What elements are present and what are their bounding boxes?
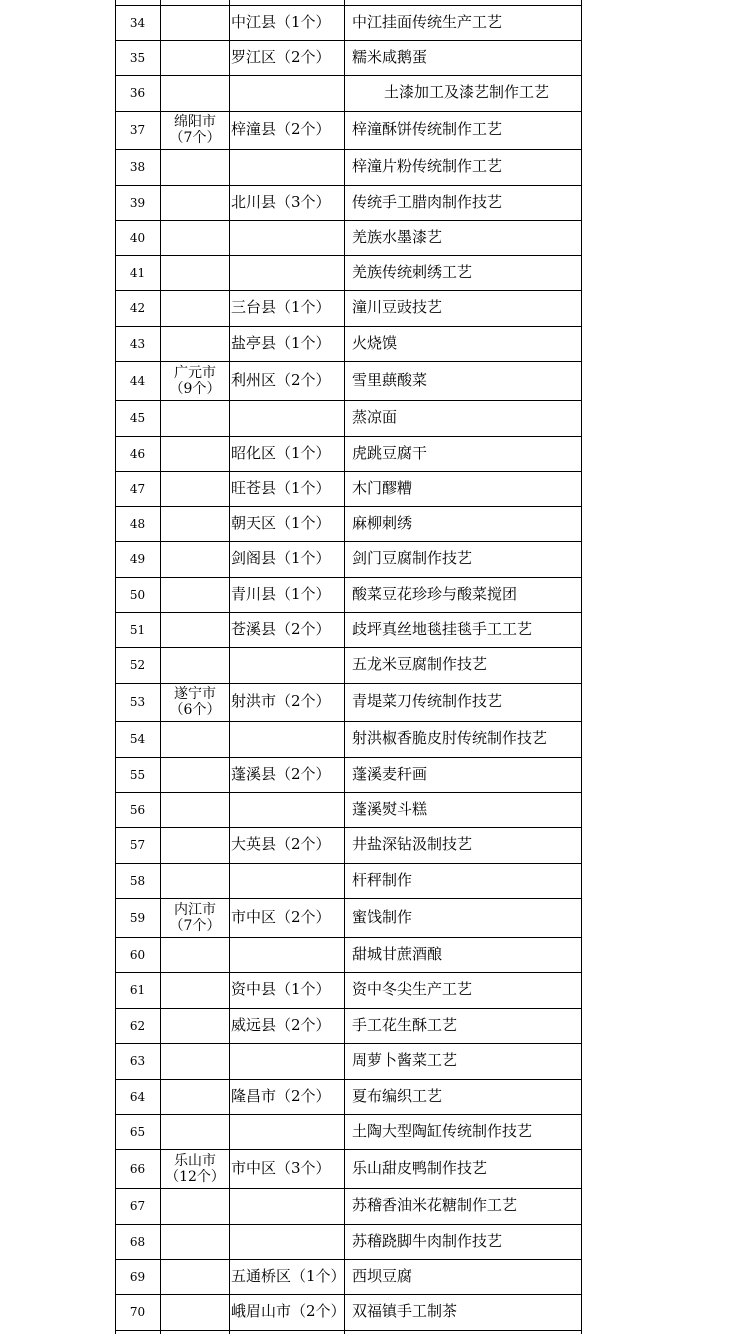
cell-item: 雪里蕻酸菜 — [352, 370, 428, 389]
cell-number: 67 — [129, 1199, 146, 1213]
row-divider — [115, 1008, 582, 1009]
row-divider — [115, 683, 582, 684]
cell-number: 43 — [129, 336, 146, 351]
cell-county: 旺苍县（1个） — [231, 478, 331, 497]
cell-item: 梓潼片粉传统制作工艺 — [352, 157, 503, 175]
cell-county: 盐亭县（1个） — [231, 333, 331, 352]
cell-item: 杆秤制作 — [352, 870, 413, 889]
row-divider — [115, 220, 582, 221]
row-divider — [115, 1330, 582, 1331]
row-divider — [115, 898, 582, 899]
cell-county: 三台县（1个） — [231, 298, 331, 316]
row-divider — [115, 863, 582, 864]
cell-item: 夏布编织工艺 — [352, 1086, 443, 1105]
cell-item: 木门醪糟 — [352, 478, 413, 497]
row-divider — [115, 1188, 582, 1189]
cell-county: 苍溪县（2个） — [231, 619, 331, 638]
cell-item: 歧坪真丝地毯挂毯手工工艺 — [352, 619, 533, 638]
cell-county: 利州区（2个） — [231, 370, 331, 389]
row-divider — [115, 647, 582, 648]
cell-item: 火烧馍 — [352, 333, 398, 352]
cell-number: 51 — [129, 622, 146, 637]
cell-number: 52 — [129, 658, 146, 672]
cell-county: 峨眉山市（2个） — [231, 1302, 346, 1320]
cell-county: 射洪市（2个） — [231, 692, 331, 710]
cell-county: 青川县（1个） — [231, 584, 331, 603]
cell-number: 42 — [129, 301, 146, 315]
cell-item: 蓬溪熨斗糕 — [352, 799, 428, 818]
cell-number: 49 — [129, 552, 146, 566]
cell-item: 土陶大型陶缸传统制作技艺 — [352, 1121, 533, 1140]
cell-number: 37 — [129, 123, 146, 137]
cell-county: 威远县（2个） — [231, 1015, 331, 1034]
row-divider — [115, 149, 582, 150]
cell-number: 60 — [129, 947, 146, 962]
cell-county: 剑阁县（1个） — [231, 549, 331, 567]
table-border-right — [581, 0, 582, 1334]
row-divider — [115, 541, 582, 542]
row-divider — [115, 1079, 582, 1080]
cell-county: 昭化区（1个） — [231, 443, 331, 462]
row-divider — [115, 5, 582, 6]
cell-item: 乐山甜皮鸭制作技艺 — [352, 1158, 488, 1177]
row-divider — [115, 577, 582, 578]
row-divider — [115, 827, 582, 828]
cell-county: 中江县（1个） — [231, 12, 331, 31]
row-divider — [115, 937, 582, 938]
row-divider — [115, 111, 582, 112]
row-divider — [115, 972, 582, 973]
row-divider — [115, 757, 582, 758]
cell-county: 朝天区（1个） — [231, 513, 331, 532]
cell-number: 62 — [129, 1018, 146, 1033]
cell-city: 绵阳市 （7个） — [169, 114, 221, 146]
row-divider — [115, 326, 582, 327]
row-divider — [115, 1259, 582, 1260]
cell-item: 射洪椒香脆皮肘传统制作技艺 — [352, 729, 548, 747]
cell-item: 井盐深钻汲制技艺 — [352, 835, 473, 853]
cell-number: 65 — [129, 1124, 146, 1139]
cell-item: 甜城甘蔗酒酿 — [352, 944, 443, 963]
cell-city: 乐山市 （12个） — [165, 1152, 225, 1185]
row-divider — [115, 506, 582, 507]
cell-item: 青堤菜刀传统制作技艺 — [352, 692, 503, 710]
cell-number: 35 — [129, 50, 146, 65]
cell-number: 40 — [129, 230, 146, 245]
cell-number: 41 — [129, 265, 146, 280]
cell-item: 周萝卜酱菜工艺 — [352, 1051, 458, 1069]
cell-item: 梓潼酥饼传统制作工艺 — [352, 120, 503, 138]
cell-number: 61 — [129, 983, 146, 997]
cell-city: 内江市 （7个） — [169, 901, 221, 934]
cell-county: 资中县（1个） — [231, 980, 331, 998]
cell-number: 58 — [129, 873, 146, 888]
cell-number: 53 — [129, 695, 146, 709]
row-divider — [115, 361, 582, 362]
row-divider — [115, 1224, 582, 1225]
row-divider — [115, 792, 582, 793]
cell-city: 遂宁市 （6个） — [169, 686, 221, 718]
cell-number: 36 — [129, 86, 146, 100]
cell-item: 潼川豆豉技艺 — [352, 298, 443, 316]
cell-item: 蜜饯制作 — [352, 907, 413, 926]
row-divider — [115, 40, 582, 41]
cell-number: 64 — [129, 1089, 146, 1104]
row-divider — [115, 1043, 582, 1044]
cell-number: 68 — [129, 1234, 146, 1249]
row-divider — [115, 1114, 582, 1115]
cell-county: 罗江区（2个） — [231, 47, 331, 66]
cell-number: 44 — [129, 373, 146, 388]
cell-number: 63 — [129, 1054, 146, 1068]
cell-number: 48 — [129, 516, 146, 531]
cell-county: 市中区（2个） — [231, 907, 331, 926]
row-divider — [115, 255, 582, 256]
cell-item: 苏稽香油米花糖制作工艺 — [352, 1196, 518, 1214]
cell-number: 59 — [129, 910, 146, 925]
cell-item: 中江挂面传统生产工艺 — [352, 12, 503, 31]
cell-item: 糯米咸鹅蛋 — [352, 47, 428, 66]
row-divider — [115, 471, 582, 472]
cell-item: 双福镇手工制茶 — [352, 1302, 458, 1320]
column-divider-county — [344, 0, 345, 1334]
cell-item: 酸菜豆花珍珍与酸菜搅团 — [352, 584, 518, 603]
cell-county: 五通桥区（1个） — [231, 1266, 346, 1285]
cell-number: 39 — [129, 195, 146, 210]
cell-number: 46 — [129, 446, 146, 461]
cell-item: 传统手工腊肉制作技艺 — [352, 192, 503, 211]
cell-county: 蓬溪县（2个） — [231, 764, 331, 783]
cell-county: 市中区（3个） — [231, 1158, 331, 1177]
cell-number: 50 — [129, 587, 146, 602]
row-divider — [115, 612, 582, 613]
row-divider — [115, 290, 582, 291]
cell-number: 45 — [129, 411, 146, 425]
cell-county: 梓潼县（2个） — [231, 120, 331, 138]
cell-city: 广元市 （9个） — [169, 364, 221, 397]
row-divider — [115, 75, 582, 76]
row-divider — [115, 436, 582, 437]
cell-number: 66 — [129, 1161, 146, 1176]
cell-item: 手工花生酥工艺 — [352, 1015, 458, 1034]
row-divider — [115, 1149, 582, 1150]
cell-county: 北川县（3个） — [231, 192, 331, 211]
cell-item: 苏稽跷脚牛肉制作技艺 — [352, 1231, 503, 1250]
cell-item: 资中冬尖生产工艺 — [352, 980, 473, 998]
column-divider-city — [229, 0, 230, 1334]
cell-item: 五龙米豆腐制作技艺 — [352, 655, 488, 673]
row-divider — [115, 400, 582, 401]
cell-number: 38 — [129, 160, 146, 174]
cell-item: 虎跳豆腐干 — [352, 443, 428, 462]
cell-number: 47 — [129, 481, 146, 496]
cell-item: 麻柳刺绣 — [352, 513, 413, 532]
cell-number: 70 — [129, 1305, 146, 1319]
cell-county: 隆昌市（2个） — [231, 1086, 331, 1105]
row-divider — [115, 1294, 582, 1295]
cell-item: 土漆加工及漆艺制作工艺 — [384, 83, 550, 101]
cell-item: 羌族水墨漆艺 — [352, 227, 443, 246]
cell-item: 羌族传统刺绣工艺 — [352, 262, 473, 281]
cell-number: 54 — [129, 732, 146, 746]
cell-number: 69 — [129, 1269, 146, 1284]
row-divider — [115, 185, 582, 186]
row-divider — [115, 721, 582, 722]
cell-item: 蒸凉面 — [352, 408, 398, 426]
column-divider-number — [160, 0, 161, 1334]
cell-item: 西坝豆腐 — [352, 1266, 413, 1285]
cell-number: 56 — [129, 802, 146, 817]
cell-item: 剑门豆腐制作技艺 — [352, 549, 473, 567]
cell-number: 34 — [129, 15, 146, 30]
cell-number: 55 — [129, 767, 146, 782]
cell-number: 57 — [129, 838, 146, 852]
cell-county: 大英县（2个） — [231, 835, 331, 853]
cell-item: 蓬溪麦秆画 — [352, 764, 428, 783]
